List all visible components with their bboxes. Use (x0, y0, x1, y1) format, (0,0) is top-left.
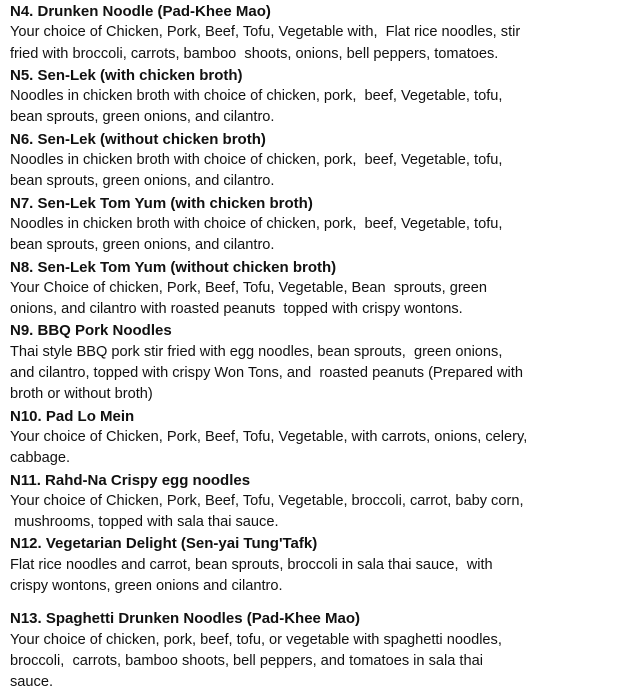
item-description-line: onions, and cilantro with roasted peanuts topped with crispy wontons. (10, 301, 463, 318)
item-title: N8. Sen-Lek Tom Yum (without chicken broth) (10, 258, 337, 276)
section-gap (10, 597, 632, 608)
menu-item-n8 (10, 257, 632, 321)
item-description-line: bean sprouts, green onions, and cilantro. (10, 173, 275, 190)
item-description-line: Your choice of Chicken, Pork, Beef, Tofu, Vegetable with, Flat rice noodles, stir (10, 24, 521, 41)
menu-item-n11 (10, 470, 632, 534)
item-title: N9. BBQ Pork Noodles (10, 322, 172, 340)
item-description-line: Your choice of Chicken, Pork, Beef, Tofu, Vegetable, broccoli, carrot, baby corn, (10, 492, 524, 509)
item-description-line: Noodles in chicken broth with choice of chicken, pork, beef, Vegetable, tofu, (10, 88, 503, 105)
item-description-line: broth or without broth) (10, 386, 153, 403)
item-title: N12. Vegetarian Delight (Sen-yai Tung'Tafk) (10, 535, 318, 553)
item-description-line: and cilantro, topped with crispy Won Tons, and roasted peanuts (Prepared with (10, 365, 523, 382)
menu-item-n4 (10, 1, 632, 65)
menu-item-n10 (10, 406, 632, 470)
menu-item-n5 (10, 65, 632, 129)
item-description-line: bean sprouts, green onions, and cilantro. (10, 109, 275, 126)
menu-item-n13 (10, 608, 632, 693)
item-description-line: mushrooms, topped with sala thai sauce. (10, 514, 279, 531)
item-description-line: Noodles in chicken broth with choice of chicken, pork, beef, Vegetable, tofu, (10, 152, 503, 169)
item-title: N11. Rahd-Na Crispy egg noodles (10, 471, 251, 489)
item-description-line: Your choice of Chicken, Pork, Beef, Tofu, Vegetable, with carrots, onions, celery, (10, 428, 528, 445)
item-title: N7. Sen-Lek Tom Yum (with chicken broth) (10, 194, 313, 212)
noodle-menu (10, 1, 632, 694)
item-title: N6. Sen-Lek (without chicken broth) (10, 130, 266, 148)
item-description-line: bean sprouts, green onions, and cilantro. (10, 237, 275, 254)
item-title: N5. Sen-Lek (with chicken broth) (10, 66, 243, 84)
item-description-line: fried with broccoli, carrots, bamboo shoots, onions, bell peppers, tomatoes. (10, 45, 499, 62)
menu-item-n7 (10, 193, 632, 257)
item-description-line: Your Choice of chicken, Pork, Beef, Tofu, Vegetable, Bean sprouts, green (10, 279, 488, 296)
menu-item-n9 (10, 320, 632, 405)
item-description-line: Thai style BBQ pork stir fried with egg noodles, bean sprouts, green onions, (10, 343, 503, 360)
item-title: N10. Pad Lo Mein (10, 407, 135, 425)
item-title: N4. Drunken Noodle (Pad-Khee Mao) (10, 3, 271, 20)
item-description-line: Your choice of chicken, pork, beef, tofu, or vegetable with spaghetti noodles, (10, 631, 502, 648)
menu-item-n12 (10, 533, 632, 597)
item-description-line: sauce. (10, 674, 53, 691)
item-description-line: cabbage. (10, 450, 71, 467)
item-description-line: Noodles in chicken broth with choice of chicken, pork, beef, Vegetable, tofu, (10, 215, 503, 232)
item-title: N13. Spaghetti Drunken Noodles (Pad-Khee Mao) (10, 610, 361, 628)
item-description-line: crispy wontons, green onions and cilantro. (10, 578, 283, 595)
item-description-line: broccoli, carrots, bamboo shoots, bell peppers, and tomatoes in sala thai (10, 652, 483, 669)
item-description-line: Flat rice noodles and carrot, bean sprouts, broccoli in sala thai sauce, with (10, 556, 493, 573)
menu-item-n6 (10, 129, 632, 193)
